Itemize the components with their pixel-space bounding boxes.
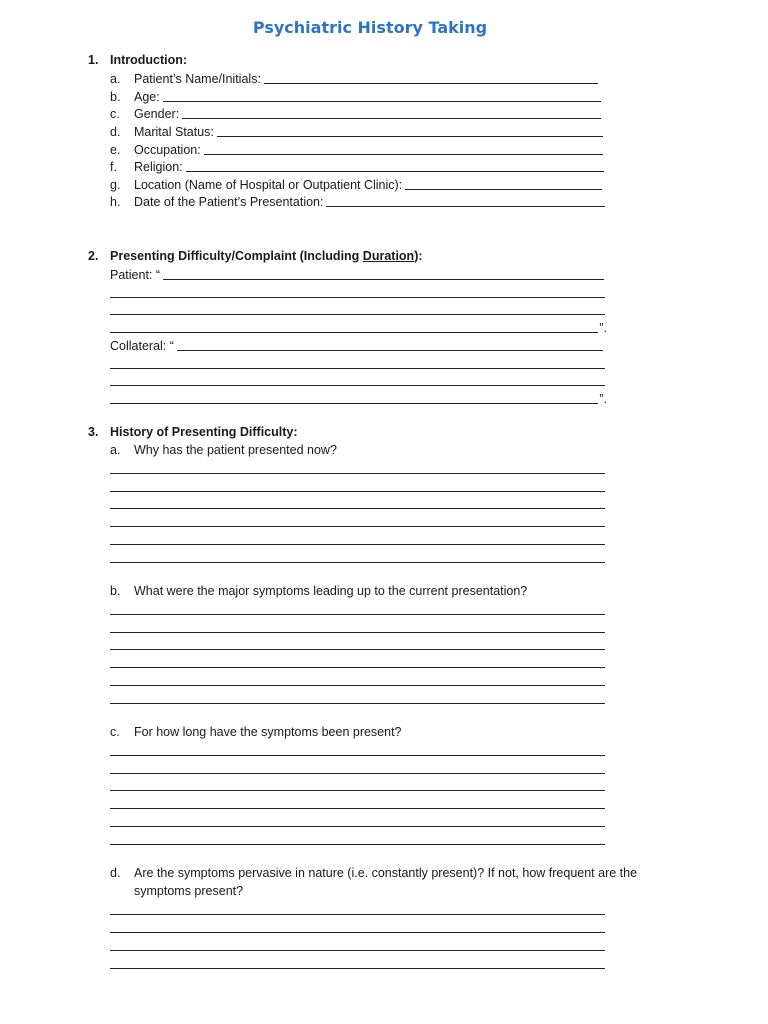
blank-line[interactable]: [163, 279, 604, 280]
field-collateral-complaint[interactable]: [110, 337, 603, 353]
item-letter: a.: [110, 72, 121, 86]
item-letter: d.: [110, 125, 121, 139]
item-letter: a.: [110, 443, 121, 457]
answer-line[interactable]: [110, 632, 605, 633]
question-text: Why has the patient presented now?: [134, 443, 337, 457]
answer-line[interactable]: [110, 649, 605, 650]
answer-line[interactable]: [110, 932, 605, 933]
field-label: Location (Name of Hospital or Outpatient Clinic):: [134, 178, 403, 192]
blank-line[interactable]: [110, 385, 605, 386]
answer-line[interactable]: [110, 526, 605, 527]
answer-line[interactable]: [110, 844, 605, 845]
field-presentation-date[interactable]: [110, 193, 605, 209]
item-letter: b.: [110, 90, 121, 104]
field-label: Religion:: [134, 160, 183, 174]
closing-quote: ”.: [599, 392, 607, 406]
field-label: Patient’s Name/Initials:: [134, 72, 261, 86]
blank-line[interactable]: [110, 314, 605, 315]
question-text: For how long have the symptoms been present?: [134, 725, 402, 739]
item-letter: c.: [110, 725, 120, 739]
section-number: 3.: [88, 425, 99, 439]
field-patient-name[interactable]: [110, 70, 598, 86]
item-letter: h.: [110, 195, 121, 209]
blank-line[interactable]: [110, 403, 598, 404]
item-letter: f.: [110, 160, 117, 174]
section-title-end: ):: [414, 249, 423, 263]
blank-line[interactable]: [110, 297, 605, 298]
section-1-heading: [88, 53, 187, 67]
blank-line[interactable]: [217, 136, 603, 137]
section-number: 2.: [88, 249, 99, 263]
question-d-continued: symptoms present?: [134, 884, 244, 898]
section-title: Presenting Difficulty/Complaint (Including: [110, 249, 363, 263]
item-letter: g.: [110, 178, 121, 192]
blank-line[interactable]: [204, 154, 603, 155]
answer-line[interactable]: [110, 491, 605, 492]
section-number: 1.: [88, 53, 99, 67]
section-title-underlined: Duration: [362, 249, 415, 263]
answer-line[interactable]: [110, 808, 605, 809]
blank-line[interactable]: [110, 332, 598, 333]
question-c: [110, 725, 402, 739]
section-3-heading: [88, 425, 298, 439]
answer-line[interactable]: [110, 685, 605, 686]
blank-line[interactable]: [186, 171, 604, 172]
answer-line[interactable]: [110, 773, 605, 774]
field-age[interactable]: [110, 88, 601, 104]
answer-line[interactable]: [110, 968, 605, 969]
answer-line[interactable]: [110, 562, 605, 563]
field-marital-status[interactable]: [110, 123, 603, 139]
question-b: [110, 584, 527, 598]
item-letter: c.: [110, 107, 120, 121]
answer-line[interactable]: [110, 614, 605, 615]
field-label: Marital Status:: [134, 125, 214, 139]
section-2-heading: [88, 249, 423, 263]
field-patient-complaint[interactable]: [110, 266, 604, 282]
item-letter: b.: [110, 584, 121, 598]
field-label: Age:: [134, 90, 160, 104]
answer-line[interactable]: [110, 826, 605, 827]
blank-line[interactable]: [264, 83, 598, 84]
answer-line[interactable]: [110, 950, 605, 951]
question-a: [110, 443, 337, 457]
answer-line[interactable]: [110, 790, 605, 791]
collateral-complaint-last-line[interactable]: [110, 390, 607, 406]
section-title: History of Presenting Difficulty:: [110, 425, 298, 439]
field-gender[interactable]: [110, 105, 601, 121]
field-location[interactable]: [110, 176, 602, 192]
question-text: What were the major symptoms leading up to the current presentation?: [134, 584, 528, 598]
blank-line[interactable]: [405, 189, 602, 190]
answer-line[interactable]: [110, 508, 605, 509]
question-d: [110, 866, 637, 880]
blank-line[interactable]: [110, 368, 605, 369]
field-label: Occupation:: [134, 143, 201, 157]
blank-line[interactable]: [163, 101, 601, 102]
answer-line[interactable]: [110, 667, 605, 668]
field-label: Gender:: [134, 107, 180, 121]
patient-complaint-last-line[interactable]: [110, 319, 607, 335]
field-occupation[interactable]: [110, 141, 603, 157]
answer-line[interactable]: [110, 755, 605, 756]
field-label: Collateral: “: [110, 339, 174, 353]
section-title: Introduction:: [110, 53, 188, 67]
field-label: Date of the Patient’s Presentation:: [134, 195, 324, 209]
answer-line[interactable]: [110, 473, 605, 474]
item-letter: d.: [110, 866, 121, 880]
answer-line[interactable]: [110, 703, 605, 704]
blank-line[interactable]: [182, 118, 601, 119]
blank-line[interactable]: [326, 206, 605, 207]
answer-line[interactable]: [110, 544, 605, 545]
item-letter: e.: [110, 143, 121, 157]
page-title: Psychiatric History Taking: [252, 18, 488, 37]
field-religion[interactable]: [110, 158, 604, 174]
field-label: Patient: “: [110, 268, 161, 282]
question-text: Are the symptoms pervasive in nature (i.e. constantly present)? If not, how frequent are the: [134, 866, 638, 880]
answer-line[interactable]: [110, 914, 605, 915]
closing-quote: ”.: [599, 321, 607, 335]
blank-line[interactable]: [177, 350, 603, 351]
